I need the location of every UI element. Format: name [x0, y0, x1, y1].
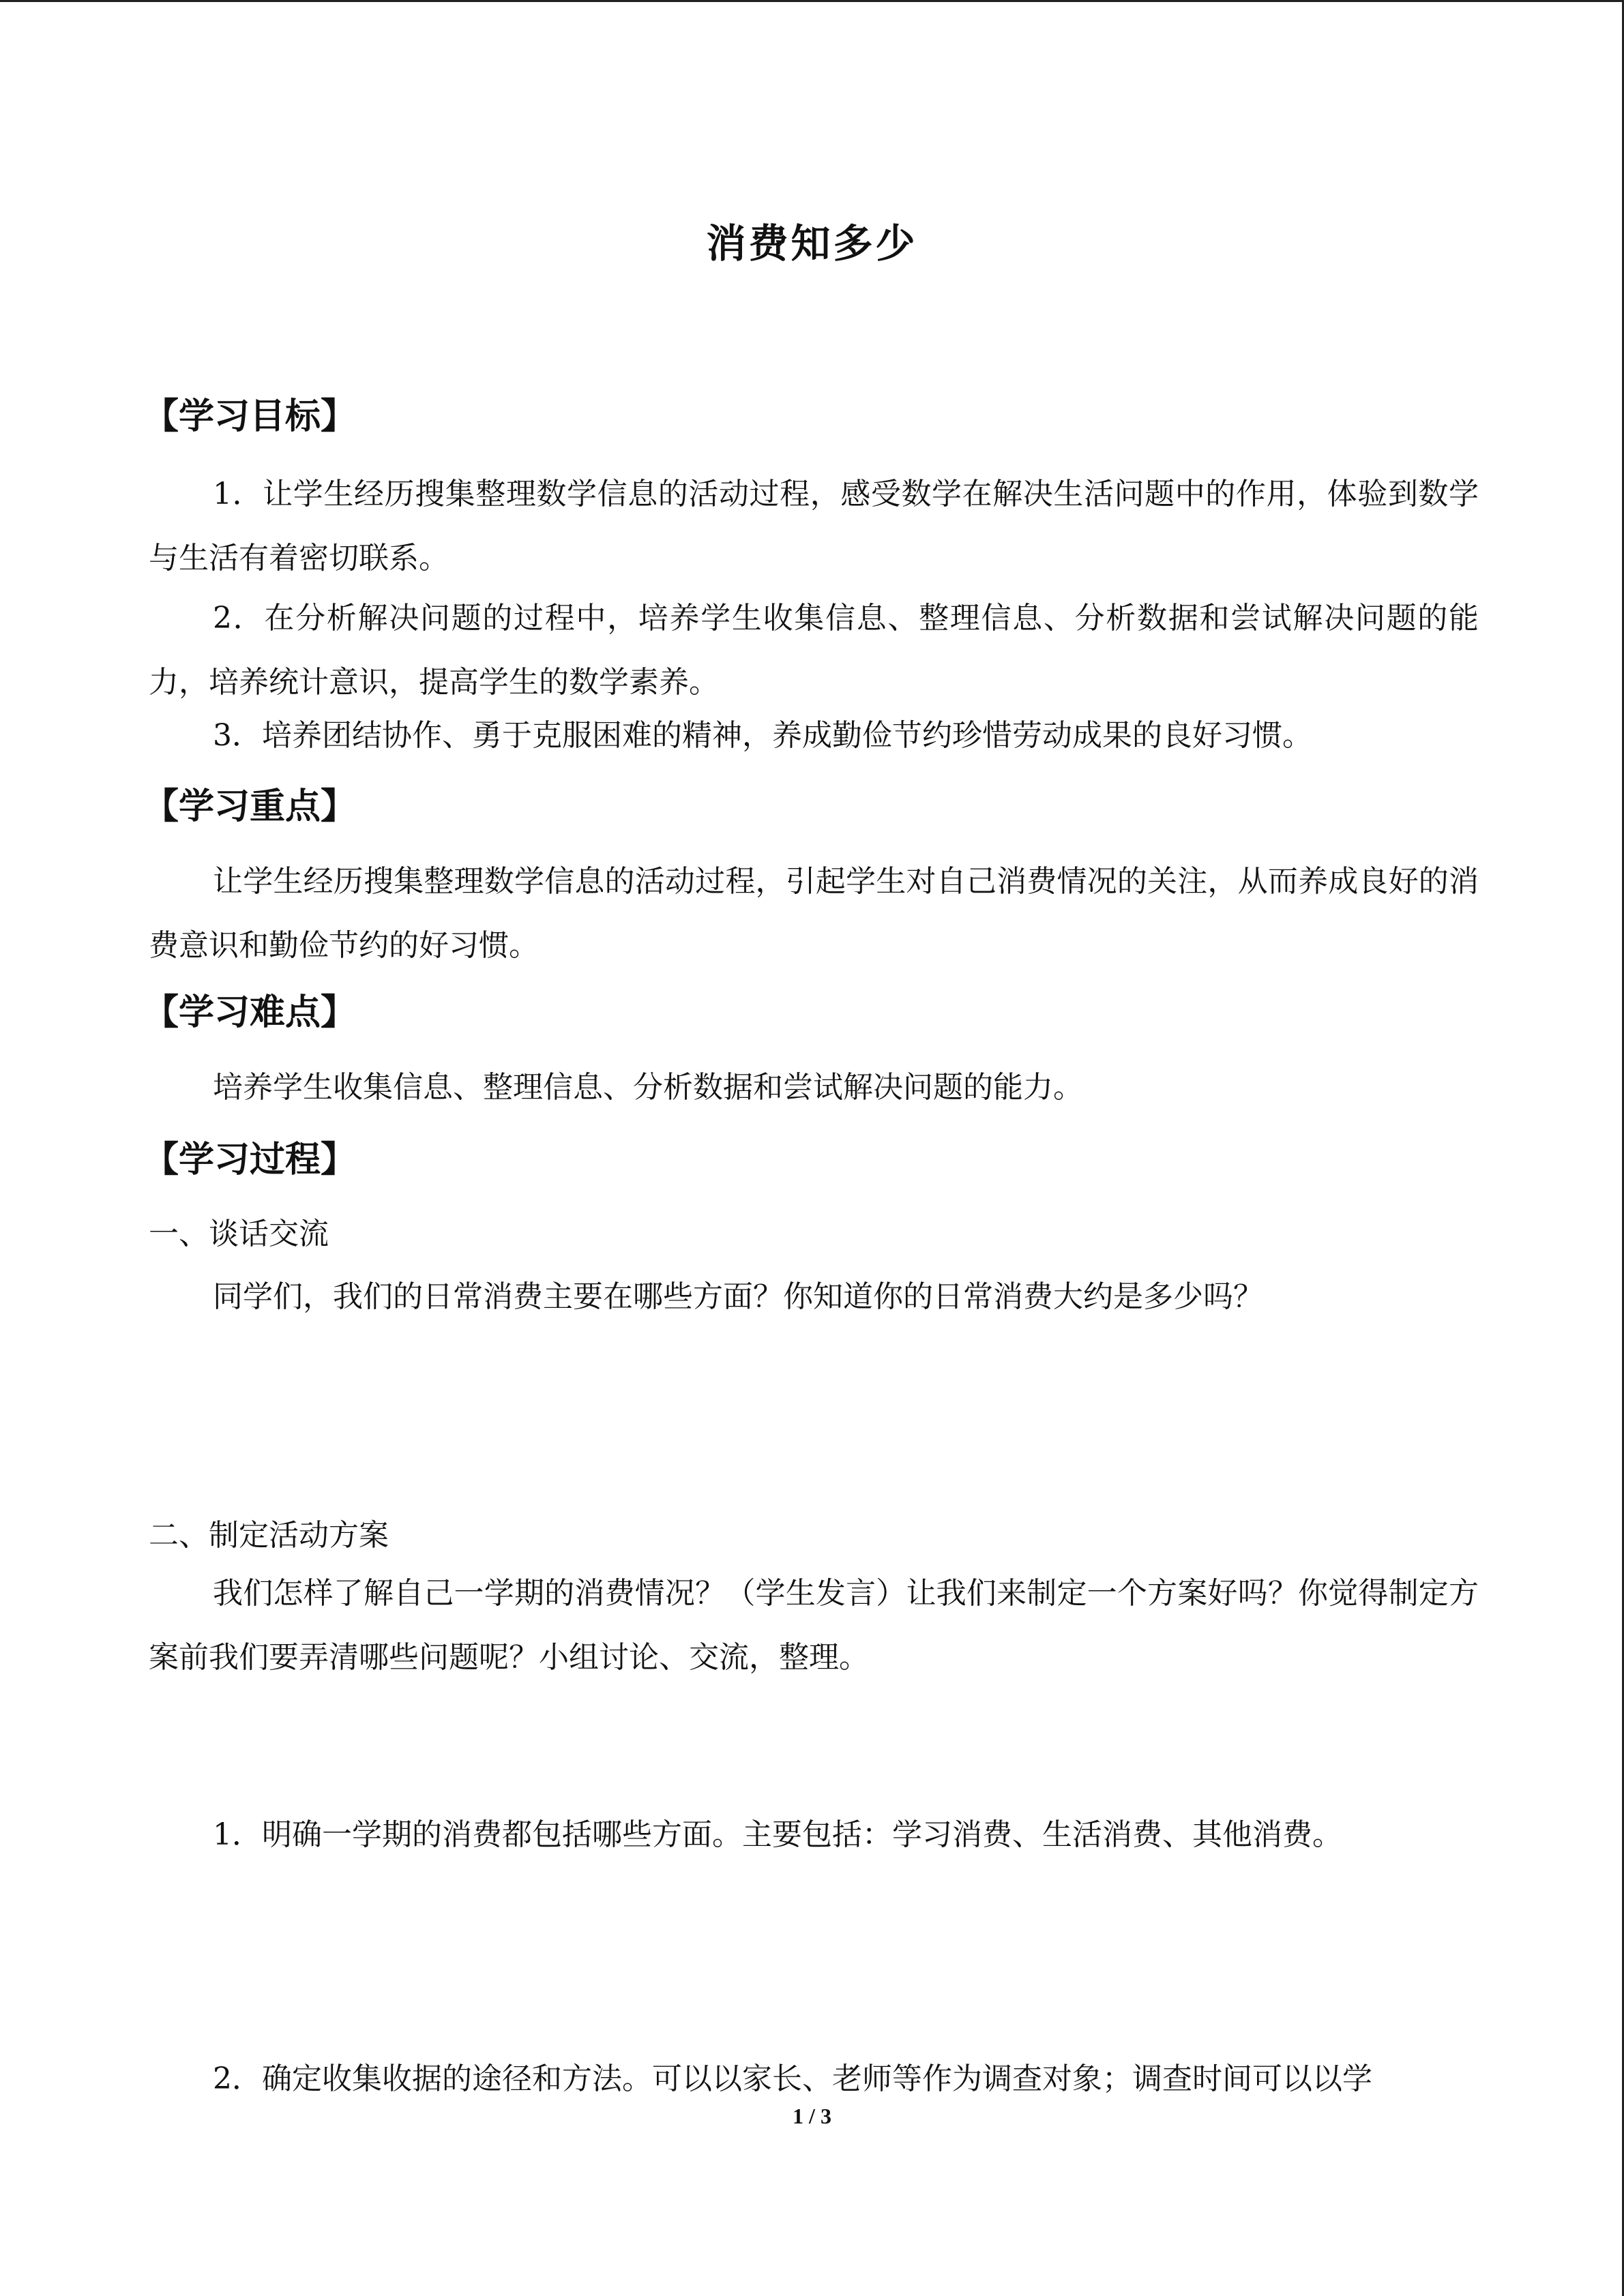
objective-item-1: 1．让学生经历搜集整理数学信息的活动过程，感受数学在解决生活问题中的作用，体验到数学与生活有着密切联系。 — [149, 477, 1479, 576]
page-number: 1 / 3 — [793, 2104, 831, 2128]
difficulties-text: 培养学生收集信息、整理信息、分析数据和尝试解决问题的能力。 — [213, 1070, 1083, 1105]
page-title: 消费知多少 — [706, 220, 918, 267]
heading-process: 【学习过程】 — [143, 1139, 357, 1180]
heading-difficulties: 【学习难点】 — [143, 992, 357, 1033]
top-border — [0, 0, 1624, 2]
objective-item-2: 2．在分析解决问题的过程中，培养学生收集信息、整理信息、分析数据和尝试解决问题的能力，培养统计意识，提高学生的数学素养。 — [149, 601, 1479, 700]
process-part1-text: 同学们，我们的日常消费主要在哪些方面？你知道你的日常消费大约是多少吗？ — [213, 1279, 1263, 1314]
objective-item-3: 3．培养团结协作、勇于克服困难的精神，养成勤俭节约珍惜劳动成果的良好习惯。 — [213, 718, 1312, 753]
process-part2-text: 我们怎样了解自己一学期的消费情况？（学生发言）让我们来制定一个方案好吗？你觉得制定方案前我们要弄清哪些问题呢？小组讨论、交流，整理。 — [149, 1576, 1479, 1675]
heading-key-points: 【学习重点】 — [143, 786, 357, 827]
heading-objectives: 【学习目标】 — [143, 396, 357, 437]
process-part2-title: 二、制定活动方案 — [149, 1518, 389, 1553]
process-part1-title: 一、谈话交流 — [149, 1217, 329, 1251]
process-step-2: 2．确定收集收据的途径和方法。可以以家长、老师等作为调查对象；调查时间可以以学 — [213, 2061, 1372, 2096]
key-points-text: 让学生经历搜集整理数学信息的活动过程，引起学生对自己消费情况的关注，从而养成良好的消费意识和勤俭节约的好习惯。 — [149, 864, 1479, 963]
process-step-1: 1．明确一学期的消费都包括哪些方面。主要包括：学习消费、生活消费、其他消费。 — [213, 1817, 1342, 1852]
